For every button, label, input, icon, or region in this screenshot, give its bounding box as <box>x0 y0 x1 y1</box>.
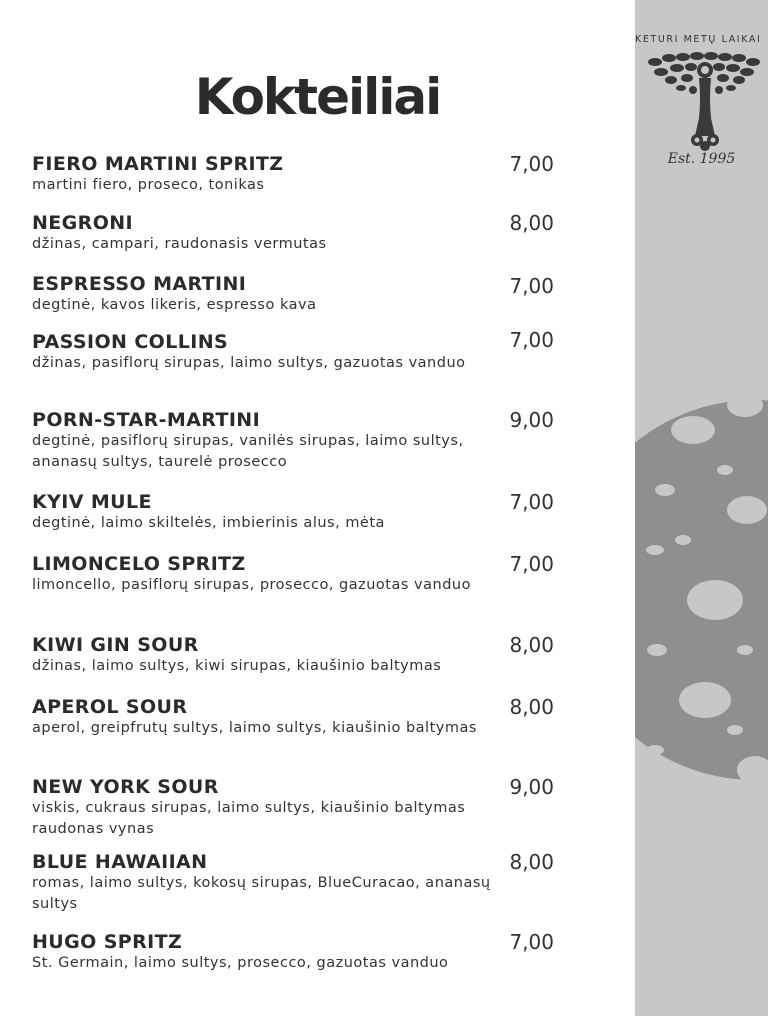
menu-item-description: degtinė, pasiflorų sirupas, vanilės sirupas, laimo sultys, ananasų sultys, taurelė prosecco <box>32 433 464 470</box>
menu-item-description: degtinė, kavos likeris, espresso kava <box>32 297 317 313</box>
menu-item <box>32 328 592 374</box>
menu-item-description: romas, laimo sultys, kokosų sirupas, BlueCuracao, ananasų sultys <box>32 875 491 912</box>
menu-item-name: ESPRESSO MARTINI <box>32 273 247 295</box>
menu-item <box>32 776 592 840</box>
menu-item-name: PASSION COLLINS <box>32 331 229 353</box>
menu-item-name: KIWI GIN SOUR <box>32 634 199 656</box>
menu-item-price: 9,00 <box>509 775 554 799</box>
tree-logo-icon <box>635 48 768 158</box>
menu-item <box>32 409 592 473</box>
menu-item-description: viskis, cukraus sirupas, laimo sultys, kiaušinio baltymas raudonas vynas <box>32 800 466 837</box>
menu-item-name: NEGRONI <box>32 212 134 234</box>
menu-item <box>32 634 592 677</box>
menu-item-price: 8,00 <box>509 850 554 874</box>
menu-item-description: degtinė, laimo skiltelės, imbierinis alus, mėta <box>32 515 385 531</box>
menu-item-description: St. Germain, laimo sultys, prosecco, gazuotas vanduo <box>32 955 449 971</box>
decorative-sidebar <box>635 0 768 1016</box>
menu-item-name: APEROL SOUR <box>32 696 188 718</box>
menu-item-price: 8,00 <box>509 695 554 719</box>
menu-item-price: 7,00 <box>509 328 554 352</box>
established-label: Est. 1995 <box>667 151 736 167</box>
menu-item-name: KYIV MULE <box>32 491 152 513</box>
menu-item-description: limoncello, pasiflorų sirupas, prosecco, gazuotas vanduo <box>32 577 471 593</box>
brand-logo <box>635 0 768 270</box>
menu-item-price: 7,00 <box>509 552 554 576</box>
floral-ornament-icon <box>635 310 768 910</box>
menu-item-name: NEW YORK SOUR <box>32 776 219 798</box>
menu-item-price: 8,00 <box>509 211 554 235</box>
menu-item <box>32 491 592 534</box>
menu-item-price: 9,00 <box>509 408 554 432</box>
menu-item-name: LIMONCELO SPRITZ <box>32 553 246 575</box>
menu-item <box>32 273 592 316</box>
menu-item-description: martini fiero, proseco, tonikas <box>32 177 265 193</box>
menu-title: Kokteiliai <box>194 68 441 126</box>
menu-item-name: BLUE HAWAIIAN <box>32 851 208 873</box>
menu-item-description: džinas, pasiflorų sirupas, laimo sultys, gazuotas vanduo <box>32 355 466 371</box>
menu-item-name: FIERO MARTINI SPRITZ <box>32 153 284 175</box>
menu-item <box>32 851 592 915</box>
menu-item-price: 8,00 <box>509 633 554 657</box>
menu-item <box>32 553 592 596</box>
menu-item-price: 7,00 <box>509 152 554 176</box>
menu-item-name: PORN-STAR-MARTINI <box>32 409 261 431</box>
brand-name: KETURI METŲ LAIKAI <box>635 34 762 45</box>
menu-item-price: 7,00 <box>509 274 554 298</box>
menu-item-price: 7,00 <box>509 930 554 954</box>
menu-item-description: aperol, greipfrutų sultys, laimo sultys, kiaušinio baltymas <box>32 720 477 736</box>
menu-item <box>32 153 592 196</box>
menu-item-name: HUGO SPRITZ <box>32 931 183 953</box>
menu-item <box>32 212 592 255</box>
menu-item <box>32 696 592 739</box>
menu-item-description: džinas, campari, raudonasis vermutas <box>32 236 327 252</box>
menu-item <box>32 931 592 974</box>
menu-item-price: 7,00 <box>509 490 554 514</box>
menu-item-description: džinas, laimo sultys, kiwi sirupas, kiaušinio baltymas <box>32 658 442 674</box>
